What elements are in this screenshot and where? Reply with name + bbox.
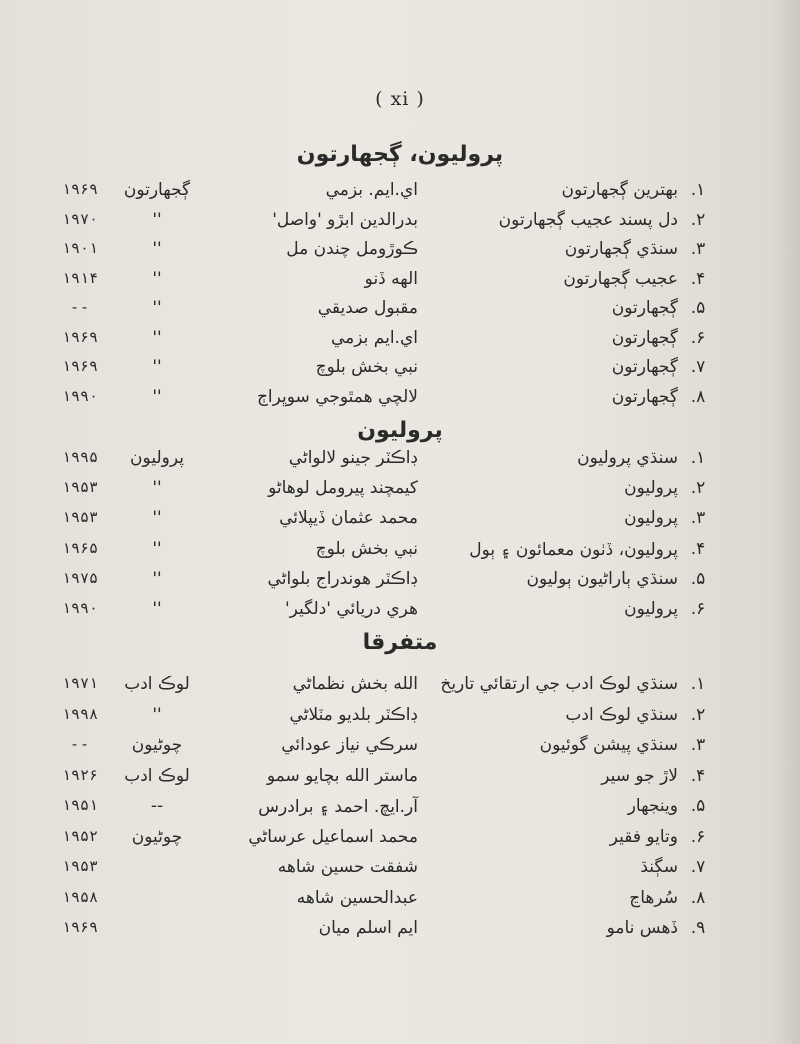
book-spine-shadow xyxy=(770,0,800,1044)
book-title: ڏهس نامو xyxy=(606,918,678,938)
book-title: پروليون xyxy=(624,599,678,619)
book-title: ڳجهارتون xyxy=(611,357,678,377)
book-category: '' xyxy=(152,298,162,318)
book-category: چوڻيون xyxy=(131,735,183,755)
book-author: نبي بخش بلوچ xyxy=(315,538,418,559)
book-title: ڳجهارتون xyxy=(611,327,678,348)
book-author: بدرالدين ابڙو 'واصل' xyxy=(272,209,418,230)
bibliography-row xyxy=(0,703,800,733)
book-author: ڊاڪٽر بلديو مٽلاڻي xyxy=(289,704,418,725)
book-title: پروليون، ڏٺون معمائون ۽ ٻول xyxy=(469,539,678,560)
book-year: ۱۹۵۲ xyxy=(61,826,99,845)
book-author: الله بخش نظماڻي xyxy=(292,674,418,694)
book-author: ماستر الله بچايو سمو xyxy=(266,765,418,786)
book-title: دل پسند عجيب ڳجهارتون xyxy=(498,209,678,230)
entry-number: ۱. xyxy=(690,448,706,468)
bibliography-row xyxy=(0,916,800,946)
book-category: لوڪ ادب xyxy=(124,765,190,786)
bibliography-row xyxy=(0,537,800,567)
entry-number: ۸. xyxy=(690,386,706,407)
book-author: شفقت حسين شاهه xyxy=(277,857,418,877)
entry-number: ۳. xyxy=(690,508,706,529)
bibliography-row xyxy=(0,208,800,238)
book-author: مقبول صديقي xyxy=(317,298,418,318)
book-author: نبي بخش بلوچ xyxy=(315,357,418,377)
book-category: '' xyxy=(152,357,162,377)
book-year: ۱۹۷۰ xyxy=(61,209,99,228)
book-author: محمد عثمان ڏيپلائي xyxy=(279,508,418,529)
book-author: اي.ايم بزمي xyxy=(331,327,418,348)
page-number: ( xi ) xyxy=(375,88,425,110)
entry-number: ۶. xyxy=(690,826,706,847)
book-year: ۱۹۵۸ xyxy=(61,887,99,906)
bibliography-row xyxy=(0,733,800,763)
bibliography-row xyxy=(0,794,800,824)
bibliography-row xyxy=(0,296,800,326)
book-author: هري دريائي 'دلگير' xyxy=(284,599,418,619)
bibliography-row xyxy=(0,886,800,916)
bibliography-row xyxy=(0,672,800,702)
book-category: '' xyxy=(152,327,162,348)
book-author: ڊاڪٽر جينو لالواڻي xyxy=(288,448,418,468)
bibliography-row xyxy=(0,825,800,855)
book-title: سنڌي ٻاراڻيون ٻوليون xyxy=(526,568,678,589)
entry-number: ۳. xyxy=(690,239,706,259)
bibliography-row xyxy=(0,446,800,476)
book-year: ۱۹۹۸ xyxy=(61,704,99,723)
book-category: '' xyxy=(152,704,162,725)
book-title: وينجهار xyxy=(627,796,678,816)
book-title: ڳجهارتون xyxy=(611,386,678,407)
bibliography-row xyxy=(0,567,800,597)
book-title: سنڌي پيشن گوئيون xyxy=(539,735,678,755)
bibliography-row xyxy=(0,178,800,208)
book-title: پروليون xyxy=(624,508,678,529)
book-title: ڳجهارتون xyxy=(611,298,678,318)
book-year: ۱۹۰۱ xyxy=(61,239,99,257)
book-year: ۱۹۵۳ xyxy=(61,857,99,875)
book-year: -- xyxy=(69,735,91,753)
book-year: ۱۹۶۹ xyxy=(61,918,99,936)
book-category: '' xyxy=(152,268,162,289)
entry-number: ۶. xyxy=(690,327,706,348)
book-category: لوڪ ادب xyxy=(124,674,190,694)
entry-number: ۵. xyxy=(690,796,706,816)
book-category: '' xyxy=(152,239,162,259)
book-year: ۱۹۶۹ xyxy=(61,357,99,375)
book-year: ۱۹۶۹ xyxy=(61,327,99,346)
entry-number: ۶. xyxy=(690,599,706,619)
book-author: آر.ايچ. احمد ۽ برادرس xyxy=(258,797,418,817)
entry-number: ۲. xyxy=(690,209,706,230)
book-author: لالچي همٿوجي سوڀراڄ xyxy=(256,386,418,407)
book-category: ڳجهارتون xyxy=(123,180,191,200)
book-category: '' xyxy=(152,209,162,230)
book-author: ڪوڙومل چندن مل xyxy=(286,239,418,259)
entry-number: ۴. xyxy=(690,765,706,786)
book-title: سڳنڌ xyxy=(640,857,678,877)
bibliography-row xyxy=(0,326,800,356)
bibliography-row xyxy=(0,597,800,627)
book-author: الهه ڏنو xyxy=(364,268,418,289)
section-title-riddles: پروليون، ڳجهارتون xyxy=(296,142,504,167)
entry-number: ۸. xyxy=(690,887,706,908)
bibliography-row xyxy=(0,476,800,506)
entry-number: ۲. xyxy=(690,704,706,725)
book-category: چوڻيون xyxy=(131,826,183,847)
book-year: ۱۹۹۰ xyxy=(61,599,99,617)
section-title-miscellaneous: متفرقا xyxy=(362,630,438,655)
bibliography-row xyxy=(0,355,800,385)
book-title: پروليون xyxy=(624,478,678,499)
book-title: سُرهاڃ xyxy=(629,887,678,908)
entry-number: ۵. xyxy=(690,298,706,318)
book-title: لاڙ جو سير xyxy=(601,765,678,786)
book-title: سنڌي لوڪ ادب جي ارتقائي تاريخ xyxy=(440,674,678,694)
entry-number: ۷. xyxy=(690,357,706,377)
book-title: سنڌي لوڪ ادب xyxy=(565,704,678,725)
book-year: ۱۹۵۳ xyxy=(61,508,99,527)
book-category: '' xyxy=(152,538,162,559)
book-year: ۱۹۷۱ xyxy=(61,674,99,692)
book-author: سرڪي نياز عودائي xyxy=(281,735,418,755)
book-year: ۱۹۱۴ xyxy=(61,268,99,287)
book-year: ۱۹۶۵ xyxy=(61,538,99,557)
book-year: ۱۹۵۳ xyxy=(61,478,99,497)
bibliography-row xyxy=(0,237,800,267)
book-title: وتايو فقير xyxy=(609,826,678,847)
entry-number: ۳. xyxy=(690,735,706,755)
book-author: ايم اسلم ميان xyxy=(318,918,418,938)
entry-number: ۱. xyxy=(690,180,706,200)
book-category: -- xyxy=(150,796,164,816)
book-category: پروليون xyxy=(130,448,184,468)
book-author: کيمچند پيرومل لوهاڻو xyxy=(268,478,418,499)
bibliography-row xyxy=(0,855,800,885)
entry-number: ۹. xyxy=(690,918,706,938)
book-year: ۱۹۵۱ xyxy=(61,796,99,814)
book-author: محمد اسماعيل عرساڻي xyxy=(248,826,418,847)
book-author: ڊاڪٽر هوندراج بلواڻي xyxy=(267,568,418,589)
entry-number: ۴. xyxy=(690,538,706,559)
bibliography-row xyxy=(0,764,800,794)
bibliography-row xyxy=(0,385,800,415)
book-category: '' xyxy=(152,386,162,407)
book-year: ۱۹۶۹ xyxy=(61,180,99,198)
entry-number: ۷. xyxy=(690,857,706,877)
bibliography-row xyxy=(0,506,800,536)
entry-number: ۵. xyxy=(690,568,706,589)
book-title: عجيب ڳجهارتون xyxy=(563,268,678,289)
book-category: '' xyxy=(152,568,162,589)
book-title: بهترين ڳجهارتون xyxy=(561,180,678,200)
book-category: '' xyxy=(152,508,162,529)
book-category: '' xyxy=(152,599,162,619)
book-author: اي.ايم. بزمي xyxy=(325,180,418,200)
entry-number: ۱. xyxy=(690,674,706,694)
entry-number: ۴. xyxy=(690,268,706,289)
book-year: ۱۹۲۶ xyxy=(61,765,99,784)
book-year: ۱۹۷۵ xyxy=(61,568,99,587)
book-year: ۱۹۹۰ xyxy=(61,386,99,405)
book-title: سنڌي ڳجهارتون xyxy=(564,239,678,259)
section-title-proverbs: پروليون xyxy=(357,418,443,443)
book-title: سنڌي پروليون xyxy=(577,448,678,468)
book-year: -- xyxy=(69,298,91,316)
book-author: عبدالحسين شاهه xyxy=(296,887,418,908)
book-category: '' xyxy=(152,478,162,499)
book-year: ۱۹۹۵ xyxy=(61,448,99,466)
bibliography-row xyxy=(0,267,800,297)
entry-number: ۲. xyxy=(690,478,706,499)
